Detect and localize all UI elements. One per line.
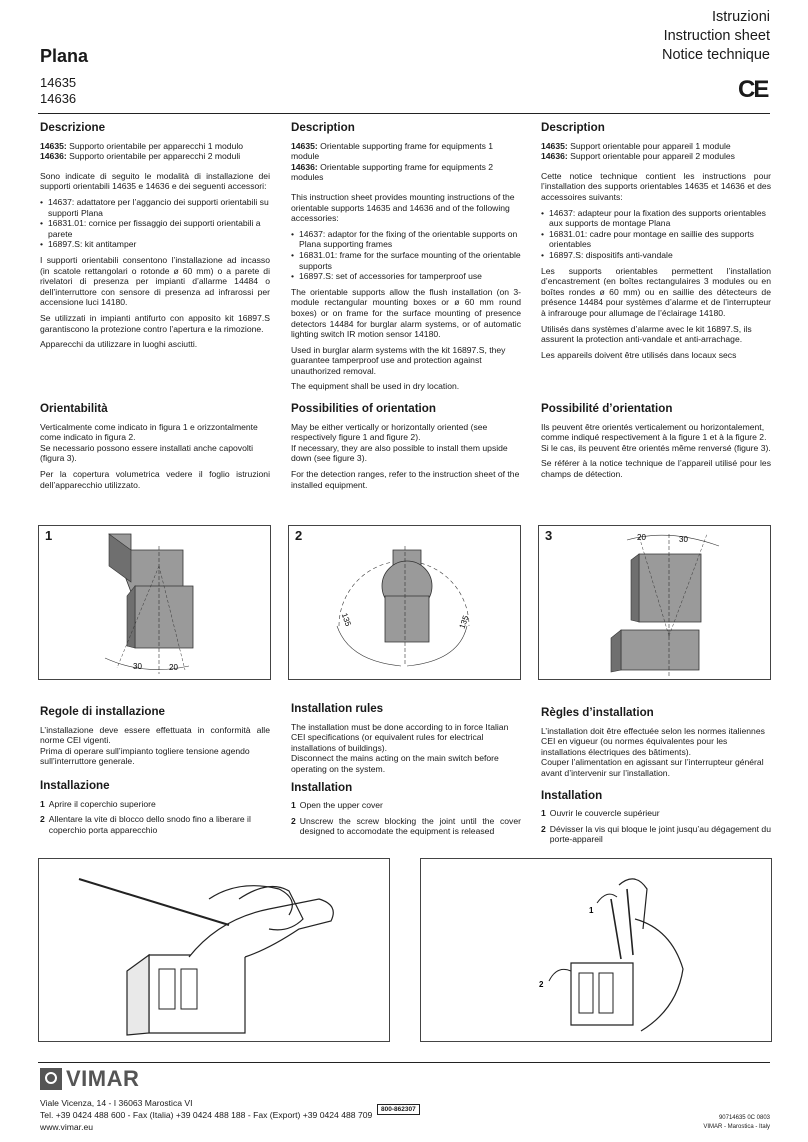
- website-link[interactable]: www.vimar.eu: [40, 1122, 94, 1132]
- company-logo: [40, 1066, 139, 1092]
- paragraph: If necessary, they are also possible to install them upside down (see figure 3).: [291, 442, 508, 464]
- device-side: [631, 554, 639, 622]
- step-text: Dévisser la vis qui bloque le joint jusqu’au dégagement du porte-appareil: [549, 823, 771, 845]
- col-it-install: [40, 707, 270, 835]
- phone-numbers: Tel. +39 0424 488 600 - Fax (Italia) +39 0424 488 188 - Fax (Export) +39 0424 488 709: [40, 1110, 373, 1120]
- paragraph: L’installazione deve essere effettuata in conformità alle norme CEI vigenti.: [40, 724, 270, 746]
- illustration-open: [420, 858, 772, 1042]
- list-item: • 16831.01: cadre pour montage en saillie des supports orientables: [541, 229, 771, 250]
- list-item: • 16897.S: dispositifs anti-vandale: [541, 250, 771, 261]
- list-item: • 14637: adattatore per l’aggancio dei supporti orientabili su supporti Plana: [40, 197, 270, 218]
- paragraph: The orientable supports allow the flush installation (on 3-module rectangular mounting boxes or ø 60 mm round boxes) or on frame for the surface mounting of presence detectors 14484 for burglar alarm systems, or of automatic lighting switch IR motion sensor 14180.: [291, 286, 521, 340]
- company-name: VIMAR: [66, 1066, 140, 1091]
- list-item: • 16831.01: frame for the surface mounting of the orientable supports: [291, 250, 521, 271]
- angle-label: 30: [679, 535, 688, 544]
- ce-mark-icon: CE: [738, 76, 768, 103]
- freephone-badge: 800-862307: [377, 1104, 420, 1115]
- vertical-orientation-drawing: [39, 526, 270, 679]
- col-en-orientation: [291, 404, 521, 495]
- device-housing: [571, 963, 633, 1025]
- horizontal-orientation-drawing: [289, 526, 520, 679]
- product-codes: [40, 75, 76, 107]
- doc-origin: VIMAR - Marostica - Italy: [703, 1124, 770, 1130]
- device-body: [385, 596, 429, 642]
- paragraph: Used in burglar alarm systems with the kit 16897.S, they guarantee tamperproof use and protection against unauthorized removal.: [291, 344, 506, 376]
- item-code: 14636:: [291, 161, 318, 172]
- open-arrow-icon: [549, 969, 571, 981]
- col-it-orientation: [40, 404, 270, 495]
- paragraph: Ils peuvent être orientés verticalement ou horizontalement, comme indiqué respectivement à la figure 1 et à la figure 2.: [541, 421, 767, 443]
- address: Viale Vicenza, 14 - I 36063 Marostica VI: [40, 1098, 193, 1108]
- col-en-install: [291, 704, 521, 837]
- figure-3: [538, 525, 771, 680]
- device-body: [639, 554, 701, 622]
- section-title: Possibilité d’orientation: [541, 402, 673, 415]
- list-item: • 16897.S: set of accessories for tamperproof use: [291, 271, 521, 282]
- figure-number: 1: [45, 528, 53, 543]
- section-title: Description: [291, 121, 355, 134]
- list-item: • 14637: adaptor for the fixing of the orientable supports on Plana supporting frames: [291, 229, 521, 250]
- col-fr-orientation: [541, 404, 771, 485]
- section-title: Règles d’installation: [541, 706, 654, 719]
- step-text: Allentare la vite di blocco dello snodo fino a liberare il coperchio porta apparecchio: [48, 814, 251, 835]
- screwdriver-icon: [611, 889, 633, 959]
- doc-reference: [703, 1114, 770, 1132]
- paragraph: Prima di operare sull’impianto togliere tensione agendo sull’interruttore generale.: [40, 745, 250, 767]
- paragraph: Apparecchi da utilizzare in luoghi asciutti.: [40, 339, 198, 350]
- product-name: Plana: [40, 46, 89, 66]
- install-step: [291, 800, 521, 811]
- install-step: [541, 824, 771, 845]
- step-marker: 2: [539, 980, 544, 989]
- paragraph: For the detection ranges, refer to the instruction sheet of the installed equipment.: [291, 468, 520, 490]
- paragraph: Per la copertura volumetrica vedere il foglio istruzioni dell’apparecchio utilizzato.: [40, 468, 270, 490]
- device-body: [135, 586, 193, 648]
- doc-code: 90714635 0C 0803: [718, 1115, 770, 1121]
- doc-type-en: Instruction sheet: [663, 28, 770, 44]
- install-step: [291, 816, 521, 837]
- section-title: Possibilities of orientation: [291, 402, 436, 415]
- document-type: [662, 8, 770, 65]
- hand-screwdriver-drawing: [39, 859, 389, 1041]
- col-fr-install: [541, 708, 771, 845]
- section-title: Orientabilità: [40, 402, 108, 415]
- item-code: 14635:: [40, 140, 67, 151]
- doc-type-it: Istruzioni: [711, 9, 770, 25]
- col-fr-description: [541, 123, 771, 365]
- item-code: 14636:: [541, 151, 568, 162]
- step-number: 1: [291, 800, 296, 811]
- col-it-description: [40, 123, 270, 355]
- paragraph: Les appareils doivent être utilisés dans locaux secs: [541, 349, 737, 360]
- hand-open-drawing: [421, 859, 771, 1041]
- section-title: Descrizione: [40, 121, 106, 134]
- item-code: 14635:: [291, 140, 318, 151]
- paragraph: The equipment shall be used in dry location.: [291, 381, 460, 392]
- install-step: [40, 799, 270, 810]
- divider: [38, 1062, 770, 1063]
- figure-2: [288, 525, 521, 680]
- paragraph: This instruction sheet provides mounting instructions of the orientable supports 14635 and 14636 and of the following accessories:: [291, 191, 515, 224]
- figure-number: 3: [545, 528, 553, 543]
- rotate-arrow-icon: [597, 894, 617, 903]
- item-text: Orientable supporting frame for equipments 1 module: [291, 140, 494, 162]
- step-text: Unscrew the screw blocking the joint until the cover designed to accomodate the equipment is released: [299, 815, 521, 837]
- paragraph: Sono indicate di seguito le modalità di installazione dei supporti orientabili 14635 e 14636 e dei seguenti accessori:: [40, 170, 270, 192]
- hand-outline: [189, 899, 333, 957]
- item-text: Orientable supporting frame for equipments 2 modules: [291, 161, 494, 183]
- section-title: Installation: [541, 788, 603, 802]
- accessory-list: [291, 229, 521, 282]
- step-marker: 1: [589, 906, 594, 915]
- paragraph: Les supports orientables permettent l’installation d’encastrement (en boîtes rectangulaires 3 modules ou en boîtes rondes ø 60 mm) ou en saillie des détecteurs de présence 14484 pour systèmes d’alarme et de l’interrupteur à infrarouge pour allumage de l’éclairage 14180.: [541, 265, 771, 318]
- section-title: Regole di installazione: [40, 705, 165, 718]
- figure-1: [38, 525, 271, 680]
- accessory-list: [40, 197, 270, 250]
- item-text: Supporto orientabile per apparecchi 2 moduli: [69, 151, 241, 162]
- install-step: [541, 808, 771, 819]
- item-code: 14636:: [40, 151, 67, 162]
- figure-number: 2: [295, 528, 303, 543]
- paragraph: Couper l’alimentation en agissant sur l’interrupteur général avant d’intervenir sur l’installation.: [541, 757, 764, 778]
- section-title: Description: [541, 121, 605, 134]
- illustration-screw: [38, 858, 390, 1042]
- section-title: Installazione: [40, 778, 110, 792]
- paragraph: The installation must be done according to in force Italian CEI specifications (or equivalent rules for electrical installations of buildings).: [291, 721, 509, 753]
- paragraph: Se référer à la notice technique de l’appareil utilisé pour les champs de détection.: [541, 458, 771, 479]
- mount-block: [621, 630, 699, 670]
- item-code: 14635:: [541, 140, 568, 151]
- step-number: 1: [541, 808, 546, 819]
- angle-label: 135: [457, 614, 471, 630]
- paragraph: Disconnect the mains acting on the main switch before operating on the system.: [291, 753, 499, 774]
- vimar-logo-icon: [40, 1068, 62, 1090]
- col-en-description: [291, 123, 521, 397]
- mount-side: [611, 630, 621, 672]
- item-text: Supporto orientabile per apparecchi 1 modulo: [69, 140, 244, 151]
- paragraph: Si le cas, ils peuvent être orientés même renversé (figure 3).: [541, 442, 771, 453]
- item-text: Support orientable pour appareil 2 modules: [570, 151, 735, 162]
- list-item: • 16831.01: cornice per fissaggio dei supporti orientabili a parete: [40, 218, 270, 239]
- angle-label: 20: [169, 663, 178, 672]
- list-item: • 14637: adapteur pour la fixation des supports orientables aux supports de montage Plana: [541, 208, 771, 229]
- screwdriver-icon: [79, 879, 229, 925]
- company-contacts: [40, 1097, 372, 1133]
- angle-label: 30: [133, 662, 142, 671]
- section-title: Installation: [291, 780, 353, 794]
- step-number: 2: [291, 815, 296, 826]
- install-step: [40, 814, 270, 835]
- divider: [38, 113, 770, 114]
- accessory-list: [541, 208, 771, 261]
- step-text: Ouvrir le couvercle supérieur: [549, 808, 660, 819]
- paragraph: L’installation doit être effectuée selon les normes italiennes CEI en vigueur (ou normes équivalentes pour les installations électriques des bâtiments).: [541, 725, 765, 757]
- paragraph: Se necessario possono essere installati anche capovolti (figura 3).: [40, 442, 254, 464]
- product-code: 14636: [40, 91, 77, 106]
- upside-down-orientation-drawing: [539, 526, 770, 679]
- step-text: Open the upper cover: [299, 800, 383, 811]
- paragraph: Se utilizzati in impianti antifurto con apposito kit 16897.S garantiscono la protezione contro l’apertura e la rimozione.: [40, 312, 270, 334]
- step-number: 1: [40, 798, 45, 809]
- angle-label: 135: [339, 611, 353, 628]
- list-item: • 16897.S: kit antitamper: [40, 239, 270, 250]
- housing-side: [127, 955, 149, 1035]
- paragraph: I supporti orientabili consentono l’installazione ad incasso (in scatole rettangolari o rotonde ø 60 mm) o a parete di rivelatori di presenza per impianti d’allarme 14484 o dell’interruttore con sensore di presenza ad infrarossi per accensione luci 14180.: [40, 254, 270, 308]
- section-title: Installation rules: [291, 702, 384, 715]
- device-side: [127, 586, 135, 648]
- product-code: 14635: [40, 75, 77, 90]
- step-text: Aprire il coperchio superiore: [48, 798, 156, 809]
- item-text: Support orientable pour appareil 1 module: [570, 140, 731, 151]
- step-number: 2: [541, 823, 546, 834]
- paragraph: Cette notice technique contient les instructions pour l’installation des supports orientables 14635 et 14636 et des accessoires suivants:: [541, 170, 771, 202]
- doc-type-fr: Notice technique: [661, 47, 770, 63]
- angle-label: 20: [637, 533, 646, 542]
- paragraph: Verticalmente come indicato in figura 1 e orizzontalmente come indicato in figura 2.: [40, 421, 258, 443]
- paragraph: May be either vertically or horizontally oriented (see respectively figure 1 and figure 2).: [291, 421, 488, 443]
- step-number: 2: [40, 814, 45, 825]
- hand-outline: [635, 919, 683, 1031]
- paragraph: Utilisés dans systèmes d’alarme avec le kit 16897.S, ils assurent la protection anti-vandale et anti-arrachage.: [541, 323, 752, 345]
